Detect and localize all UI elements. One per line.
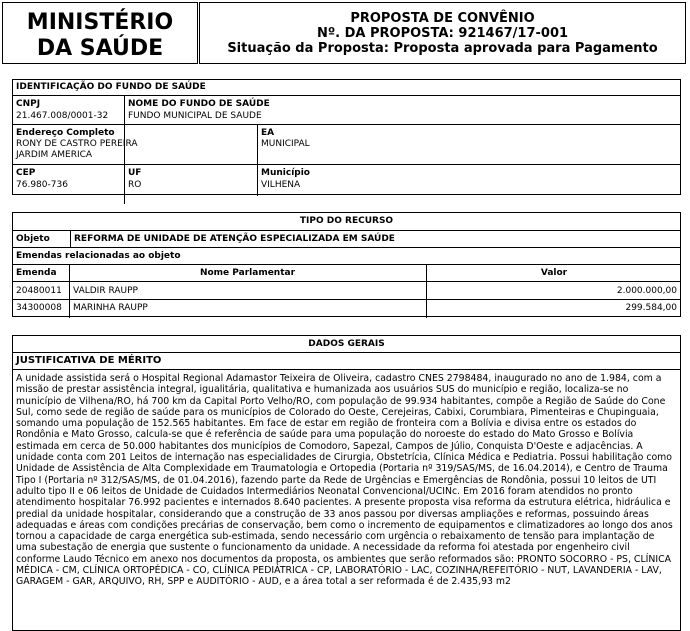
cnpj-label: CNPJ (16, 99, 41, 109)
emenda-cell: 34300008 (16, 303, 62, 313)
proposal-number: Nº. DA PROPOSTA: 921467/17-001 (316, 26, 569, 41)
municipio-value: VILHENA (261, 180, 301, 190)
proposal-header (199, 2, 686, 64)
emenda-cell: 20480011 (16, 286, 62, 296)
justificativa-text: A unidade assistida será o Hospital Regional Adamastor Teixeira de Oliveira, cadastro CNES 2798484, inaugurado no ano de 1.984, com a missão de prestar assistência integral, igualitária, qualitativa e humanizada aos usuários SUS do município e região, localiza-se no município de Vilhena/RO, há 700 km da Capital Porto Velho/RO, com população de 99.934 habitantes, compõe a Região de Saúde do Cone Sul, como sede de região de saúde para os municípios de Colorado do Oeste, Cerejeiras, Cabixi, Corumbiara, Pimenteiras e Chupinguaia, somando uma população de 152.565 habitantes. Em face de estar em região de fronteira com a Bolívia e divisa entre os estados do Rondônia e Mato Grosso, calcula-se que é referência de saúde para uma população do noroeste do estado do Mato Grosso e Bolívia estimada em cerca de 50.000 habitantes dos municípios de Comodoro, Sapezal, Campos de Júlio, Conquista D'Oeste e adjacências. A unidade conta com 201 Leitos de internação nas especialidades de Cirurgia, Obstetrícia, Clínica Médica e Pediatria. Possui habilitação como Unidade de Assistência de Alta Complexidade em Traumatologia e Ortopedia (Portaria nº 319/SAS/MS, de 16.04.2014), e Centro de Trauma Tipo I (Portaria nº 312/SAS/MS, de 01.04.2016), fazendo parte da Rede de Urgências e Emergências de Rondônia, possui 10 leitos de UTI adulto tipo II e 06 leitos de Unidade de Cuidados Intermediários Neonatal Convencional/UCINc. Em 2016 foram atendidos no pronto atendimento hospitalar 76.992 pacientes e internados 8.640 pacientes. A presente proposta visa reforma da estrutura elétrica, hidráulica e predial da unidade hospitalar, considerando que a construção de 33 anos passou por diversas ampliações e reformas, possuindo áreas adequadas e áreas com condições precárias de conservação, bem como o incremento de equipamentos e climatizadores ao longo dos anos tornou a capacidade de carga energética sub-estimada, sendo necessário com urgência o rebaixamento de tensão para implantação de uma subestação de energia que sustente o funcionamento da unidade. A necessidade da reforma foi atestada por engenheiro civil conforme Laudo Técnico em anexo nos documentos da proposta, os ambientes que serão reformados são: PRONTO SOCORRO - PS, CLÍNICA MÉDICA - CM, CLÍNICA ORTOPÉDICA - CO, CLÍNICA PEDIÁTRICA - CP, LABORATÓRIO - LAC, COZINHA/REFEITÓRIO - NUT, LAVANDERIA - LAV, GARAGEM - GAR, ARQUIVO, RH, SPP e AUDITÓRIO - AUD, e a área total a ser reformada é de 2.435,93 m2 (16, 373, 673, 588)
resource-type-section (12, 212, 681, 317)
parlamentar-cell: MARINHA RAUPP (73, 303, 148, 313)
ea-label: EA (261, 128, 275, 138)
divider (426, 264, 427, 318)
fund-name-label: NOME DO FUNDO DE SAÚDE (128, 99, 270, 109)
uf-value: RO (128, 180, 142, 190)
proposal-title: PROPOSTA DE CONVÊNIO (350, 11, 535, 26)
resource-section-title: TIPO DO RECURSO (299, 216, 394, 226)
objeto-label: Objeto (16, 234, 50, 244)
cnpj-value: 21.467.008/0001-32 (16, 111, 109, 121)
fund-name-value: FUNDO MUNICIPAL DE SAUDE (128, 111, 262, 121)
ministry-logo (2, 2, 198, 64)
divider (70, 230, 71, 247)
col-nome-parlamentar: Nome Parlamentar (199, 268, 296, 278)
address-line-1: RONY DE CASTRO PEREIRA (16, 139, 138, 149)
logo-line-1: MINISTÉRIO (26, 10, 174, 35)
divider (257, 124, 258, 196)
uf-label: UF (128, 168, 142, 178)
address-label: Endereço Completo (16, 128, 115, 138)
logo-line-2: DA SAÚDE (36, 36, 164, 61)
parlamentar-cell: VALDIR RAUPP (73, 286, 138, 296)
fund-section-title: IDENTIFICAÇÃO DO FUNDO DE SAÚDE (16, 82, 206, 92)
divider (69, 264, 70, 318)
general-data-section (12, 335, 681, 631)
general-section-title: DADOS GERAIS (308, 339, 385, 349)
col-valor: Valor (540, 268, 568, 278)
cep-value: 76.980-736 (16, 180, 68, 190)
emendas-label: Emendas relacionadas ao objeto (16, 251, 181, 261)
municipio-label: Município (261, 168, 310, 178)
fund-identification-section (12, 79, 681, 195)
valor-cell: 299.584,00 (625, 303, 677, 313)
valor-cell: 2.000.000,00 (616, 286, 677, 296)
objeto-value: REFORMA DE UNIDADE DE ATENÇÃO ESPECIALIZADA EM SAÚDE (74, 234, 395, 244)
justificativa-label: JUSTIFICATIVA DE MÉRITO (16, 355, 162, 366)
proposal-status: Situação da Proposta: Proposta aprovada para Pagamento (227, 41, 658, 56)
cep-label: CEP (16, 168, 36, 178)
ea-value: MUNICIPAL (261, 139, 310, 149)
address-line-2: JARDIM AMERICA (16, 150, 93, 160)
col-emenda: Emenda (16, 268, 57, 278)
